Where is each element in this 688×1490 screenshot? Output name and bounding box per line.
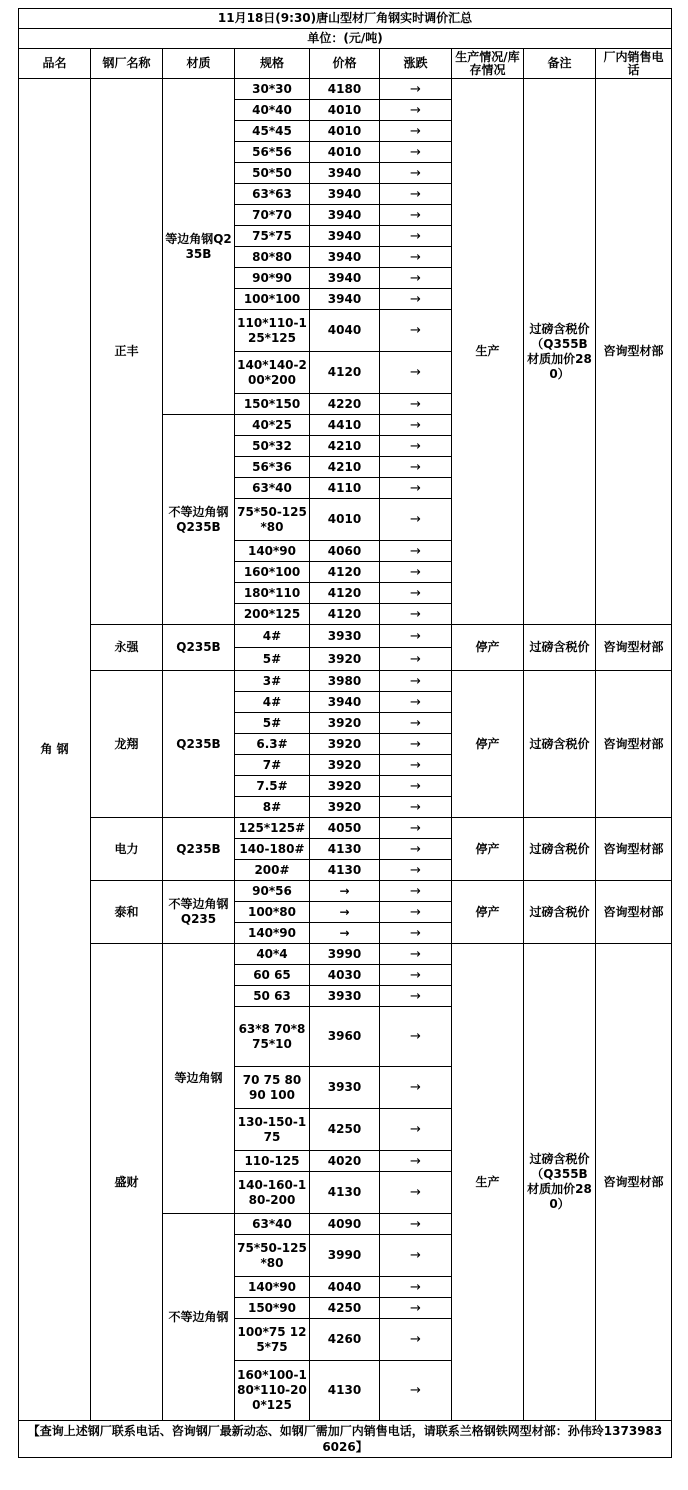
change-arrow-icon: → bbox=[380, 839, 452, 860]
change-arrow-icon: → bbox=[380, 902, 452, 923]
price: 3920 bbox=[310, 648, 380, 671]
price: → bbox=[310, 923, 380, 944]
spec: 30*30 bbox=[235, 79, 310, 100]
sales-phone: 咨询型材部 bbox=[596, 671, 672, 818]
price: 4120 bbox=[310, 583, 380, 604]
material: Q235B bbox=[163, 671, 235, 818]
change-arrow-icon: → bbox=[380, 797, 452, 818]
spec: 50*32 bbox=[235, 436, 310, 457]
material: 不等边角钢Q235 bbox=[163, 881, 235, 944]
spec: 4# bbox=[235, 625, 310, 648]
price: 3940 bbox=[310, 184, 380, 205]
spec: 130-150-175 bbox=[235, 1109, 310, 1151]
price: 4040 bbox=[310, 310, 380, 352]
sales-phone: 咨询型材部 bbox=[596, 881, 672, 944]
production-status: 停产 bbox=[452, 625, 524, 671]
change-arrow-icon: → bbox=[380, 1235, 452, 1277]
change-arrow-icon: → bbox=[380, 457, 452, 478]
price: 3920 bbox=[310, 797, 380, 818]
change-arrow-icon: → bbox=[380, 755, 452, 776]
sales-phone: 咨询型材部 bbox=[596, 625, 672, 671]
spec: 56*56 bbox=[235, 142, 310, 163]
spec: 140-180# bbox=[235, 839, 310, 860]
price: 4120 bbox=[310, 562, 380, 583]
spec: 90*90 bbox=[235, 268, 310, 289]
spec: 200# bbox=[235, 860, 310, 881]
price-table bbox=[18, 8, 672, 1458]
table-row bbox=[19, 944, 672, 965]
spec: 75*50-125*80 bbox=[235, 499, 310, 541]
change-arrow-icon: → bbox=[380, 163, 452, 184]
change-arrow-icon: → bbox=[380, 478, 452, 499]
price: 4120 bbox=[310, 352, 380, 394]
spec: 7# bbox=[235, 755, 310, 776]
price: 3940 bbox=[310, 226, 380, 247]
spec: 125*125# bbox=[235, 818, 310, 839]
price: 3990 bbox=[310, 1235, 380, 1277]
price: 4130 bbox=[310, 1361, 380, 1421]
spec: 63*40 bbox=[235, 1214, 310, 1235]
change-arrow-icon: → bbox=[380, 776, 452, 797]
price: 4220 bbox=[310, 394, 380, 415]
header-note: 备注 bbox=[524, 49, 596, 79]
spec: 150*150 bbox=[235, 394, 310, 415]
change-arrow-icon: → bbox=[380, 268, 452, 289]
material: 等边角钢Q235B bbox=[163, 79, 235, 415]
change-arrow-icon: → bbox=[380, 100, 452, 121]
remark: 过磅含税价（Q355B材质加价280） bbox=[524, 944, 596, 1421]
price: 3960 bbox=[310, 1007, 380, 1067]
change-arrow-icon: → bbox=[380, 499, 452, 541]
spec: 70*70 bbox=[235, 205, 310, 226]
change-arrow-icon: → bbox=[380, 1172, 452, 1214]
table-row bbox=[19, 79, 672, 100]
price: 4090 bbox=[310, 1214, 380, 1235]
mill-name: 永强 bbox=[91, 625, 163, 671]
change-arrow-icon: → bbox=[380, 79, 452, 100]
price: 4130 bbox=[310, 839, 380, 860]
price: 4060 bbox=[310, 541, 380, 562]
change-arrow-icon: → bbox=[380, 352, 452, 394]
spec: 200*125 bbox=[235, 604, 310, 625]
mill-name: 泰和 bbox=[91, 881, 163, 944]
price: 4180 bbox=[310, 79, 380, 100]
change-arrow-icon: → bbox=[380, 818, 452, 839]
price: → bbox=[310, 881, 380, 902]
spec: 140*90 bbox=[235, 1277, 310, 1298]
spec: 70 75 80 90 100 bbox=[235, 1067, 310, 1109]
spec: 100*75 125*75 bbox=[235, 1319, 310, 1361]
change-arrow-icon: → bbox=[380, 121, 452, 142]
price: 4110 bbox=[310, 478, 380, 499]
change-arrow-icon: → bbox=[380, 541, 452, 562]
change-arrow-icon: → bbox=[380, 881, 452, 902]
spec: 110-125 bbox=[235, 1151, 310, 1172]
spec: 75*50-125*80 bbox=[235, 1235, 310, 1277]
change-arrow-icon: → bbox=[380, 860, 452, 881]
spec: 40*4 bbox=[235, 944, 310, 965]
price: 3940 bbox=[310, 268, 380, 289]
mill-name: 龙翔 bbox=[91, 671, 163, 818]
change-arrow-icon: → bbox=[380, 583, 452, 604]
price: 3930 bbox=[310, 625, 380, 648]
price: 3940 bbox=[310, 692, 380, 713]
spec: 50 63 bbox=[235, 986, 310, 1007]
change-arrow-icon: → bbox=[380, 1298, 452, 1319]
price: 3920 bbox=[310, 713, 380, 734]
table-row bbox=[19, 671, 672, 692]
spec: 8# bbox=[235, 797, 310, 818]
header-mill: 钢厂名称 bbox=[91, 49, 163, 79]
change-arrow-icon: → bbox=[380, 1214, 452, 1235]
spec: 3# bbox=[235, 671, 310, 692]
price: 3940 bbox=[310, 289, 380, 310]
change-arrow-icon: → bbox=[380, 205, 452, 226]
product-name: 角 钢 bbox=[19, 79, 91, 1421]
production-status: 停产 bbox=[452, 671, 524, 818]
sales-phone: 咨询型材部 bbox=[596, 79, 672, 625]
material: 不等边角钢Q235B bbox=[163, 415, 235, 625]
change-arrow-icon: → bbox=[380, 1277, 452, 1298]
material: Q235B bbox=[163, 625, 235, 671]
price: 4210 bbox=[310, 436, 380, 457]
spec: 100*100 bbox=[235, 289, 310, 310]
spec: 140*90 bbox=[235, 541, 310, 562]
spec: 6.3# bbox=[235, 734, 310, 755]
mill-name: 盛财 bbox=[91, 944, 163, 1421]
change-arrow-icon: → bbox=[380, 184, 452, 205]
change-arrow-icon: → bbox=[380, 923, 452, 944]
spec: 63*40 bbox=[235, 478, 310, 499]
change-arrow-icon: → bbox=[380, 965, 452, 986]
header-status: 生产情况/库存情况 bbox=[452, 49, 524, 79]
spec: 160*100-180*110-200*125 bbox=[235, 1361, 310, 1421]
price: 4010 bbox=[310, 121, 380, 142]
price: 3990 bbox=[310, 944, 380, 965]
price: 4020 bbox=[310, 1151, 380, 1172]
change-arrow-icon: → bbox=[380, 692, 452, 713]
change-arrow-icon: → bbox=[380, 1007, 452, 1067]
spec: 150*90 bbox=[235, 1298, 310, 1319]
material: Q235B bbox=[163, 818, 235, 881]
header-phone: 厂内销售电话 bbox=[596, 49, 672, 79]
spec: 5# bbox=[235, 713, 310, 734]
price: 4210 bbox=[310, 457, 380, 478]
spec: 140-160-180-200 bbox=[235, 1172, 310, 1214]
change-arrow-icon: → bbox=[380, 394, 452, 415]
remark: 过磅含税价 bbox=[524, 671, 596, 818]
spec: 5# bbox=[235, 648, 310, 671]
table-title: 11月18日(9:30)唐山型材厂角钢实时调价汇总 bbox=[19, 9, 672, 29]
price: 3930 bbox=[310, 986, 380, 1007]
price: 4040 bbox=[310, 1277, 380, 1298]
change-arrow-icon: → bbox=[380, 289, 452, 310]
price: 3930 bbox=[310, 1067, 380, 1109]
price: 4050 bbox=[310, 818, 380, 839]
mill-name: 电力 bbox=[91, 818, 163, 881]
change-arrow-icon: → bbox=[380, 944, 452, 965]
price: 3920 bbox=[310, 755, 380, 776]
change-arrow-icon: → bbox=[380, 648, 452, 671]
spec: 63*8 70*8 75*10 bbox=[235, 1007, 310, 1067]
change-arrow-icon: → bbox=[380, 1109, 452, 1151]
footer-contact: 【查询上述钢厂联系电话、咨询钢厂最新动态、如钢厂需加厂内销售电话，请联系兰格钢铁网型材部：孙伟玲13739836026】 bbox=[19, 1421, 672, 1458]
header-product: 品名 bbox=[19, 49, 91, 79]
spec: 50*50 bbox=[235, 163, 310, 184]
material: 不等边角钢 bbox=[163, 1214, 235, 1421]
spec: 7.5# bbox=[235, 776, 310, 797]
change-arrow-icon: → bbox=[380, 142, 452, 163]
spec: 75*75 bbox=[235, 226, 310, 247]
price: 4030 bbox=[310, 965, 380, 986]
price: 3940 bbox=[310, 247, 380, 268]
price: 4250 bbox=[310, 1298, 380, 1319]
spec: 160*100 bbox=[235, 562, 310, 583]
spec: 56*36 bbox=[235, 457, 310, 478]
spec: 60 65 bbox=[235, 965, 310, 986]
change-arrow-icon: → bbox=[380, 986, 452, 1007]
change-arrow-icon: → bbox=[380, 671, 452, 692]
header-price: 价格 bbox=[310, 49, 380, 79]
mill-name: 正丰 bbox=[91, 79, 163, 625]
change-arrow-icon: → bbox=[380, 713, 452, 734]
remark: 过磅含税价 bbox=[524, 625, 596, 671]
unit-label: 单位：(元/吨) bbox=[19, 29, 672, 49]
change-arrow-icon: → bbox=[380, 1067, 452, 1109]
spec: 140*140-200*200 bbox=[235, 352, 310, 394]
change-arrow-icon: → bbox=[380, 415, 452, 436]
header-spec: 规格 bbox=[235, 49, 310, 79]
price: 4010 bbox=[310, 499, 380, 541]
remark: 过磅含税价 bbox=[524, 818, 596, 881]
spec: 45*45 bbox=[235, 121, 310, 142]
table-row bbox=[19, 818, 672, 839]
price: 4250 bbox=[310, 1109, 380, 1151]
price: 3980 bbox=[310, 671, 380, 692]
change-arrow-icon: → bbox=[380, 436, 452, 457]
price: 4130 bbox=[310, 1172, 380, 1214]
table-row bbox=[19, 881, 672, 902]
spec: 80*80 bbox=[235, 247, 310, 268]
change-arrow-icon: → bbox=[380, 1361, 452, 1421]
spec: 90*56 bbox=[235, 881, 310, 902]
spec: 63*63 bbox=[235, 184, 310, 205]
price: 4130 bbox=[310, 860, 380, 881]
change-arrow-icon: → bbox=[380, 1319, 452, 1361]
change-arrow-icon: → bbox=[380, 1151, 452, 1172]
price: 3940 bbox=[310, 205, 380, 226]
change-arrow-icon: → bbox=[380, 247, 452, 268]
price: 3920 bbox=[310, 734, 380, 755]
price: 4410 bbox=[310, 415, 380, 436]
production-status: 生产 bbox=[452, 79, 524, 625]
production-status: 生产 bbox=[452, 944, 524, 1421]
header-change: 涨跌 bbox=[380, 49, 452, 79]
price: 4010 bbox=[310, 142, 380, 163]
spec: 180*110 bbox=[235, 583, 310, 604]
change-arrow-icon: → bbox=[380, 310, 452, 352]
spec: 110*110-125*125 bbox=[235, 310, 310, 352]
spec: 40*25 bbox=[235, 415, 310, 436]
price: → bbox=[310, 902, 380, 923]
change-arrow-icon: → bbox=[380, 734, 452, 755]
material: 等边角钢 bbox=[163, 944, 235, 1214]
price: 3920 bbox=[310, 776, 380, 797]
table-row bbox=[19, 625, 672, 648]
spec: 100*80 bbox=[235, 902, 310, 923]
price: 3940 bbox=[310, 163, 380, 184]
spec: 40*40 bbox=[235, 100, 310, 121]
sales-phone: 咨询型材部 bbox=[596, 944, 672, 1421]
price: 4260 bbox=[310, 1319, 380, 1361]
header-material: 材质 bbox=[163, 49, 235, 79]
change-arrow-icon: → bbox=[380, 562, 452, 583]
spec: 4# bbox=[235, 692, 310, 713]
change-arrow-icon: → bbox=[380, 625, 452, 648]
spec: 140*90 bbox=[235, 923, 310, 944]
change-arrow-icon: → bbox=[380, 226, 452, 247]
price: 4010 bbox=[310, 100, 380, 121]
remark: 过磅含税价（Q355B材质加价280） bbox=[524, 79, 596, 625]
production-status: 停产 bbox=[452, 818, 524, 881]
change-arrow-icon: → bbox=[380, 604, 452, 625]
production-status: 停产 bbox=[452, 881, 524, 944]
remark: 过磅含税价 bbox=[524, 881, 596, 944]
price: 4120 bbox=[310, 604, 380, 625]
sales-phone: 咨询型材部 bbox=[596, 818, 672, 881]
